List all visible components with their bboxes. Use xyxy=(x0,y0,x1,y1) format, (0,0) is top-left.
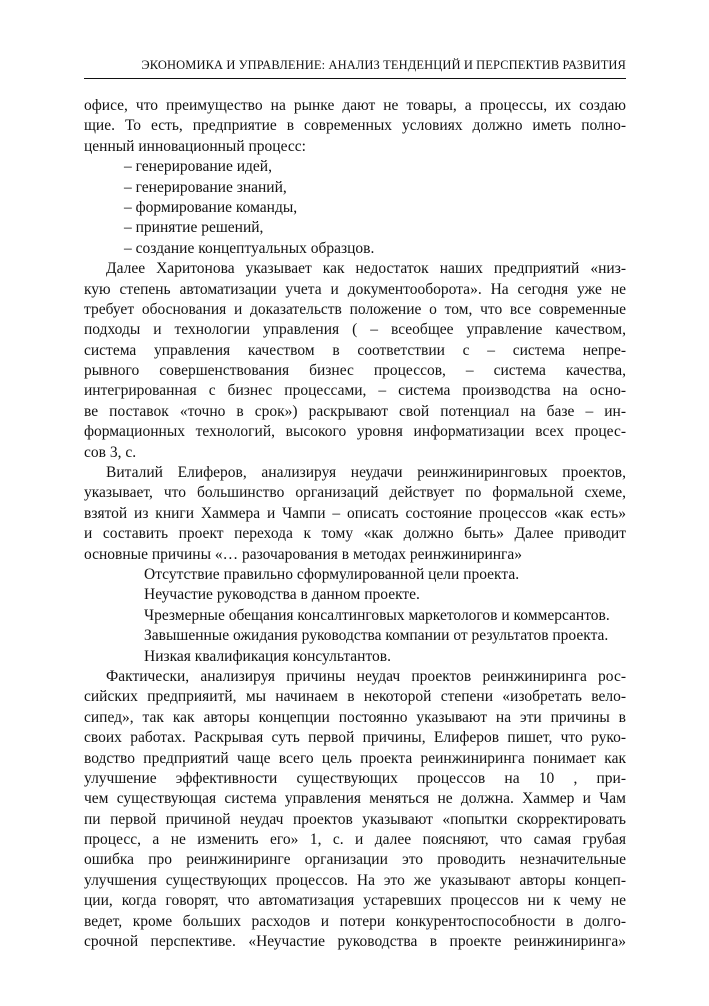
text-line: основные причины «… разочарования в методах реинжиниринга» xyxy=(84,545,523,563)
text-line: Виталий Елиферов, анализируя неудачи реинжиниринговых проектов, xyxy=(106,464,626,482)
list-item: Низкая квалификация консультантов. xyxy=(144,647,391,665)
text-line: указывает, что большинство организаций действует по формальной схеме, xyxy=(84,484,626,502)
text-line: ции, когда говорят, что автоматизация устаревших процессов ни к чему не xyxy=(84,892,626,910)
list-item: Отсутствие правильно сформулированной цели проекта. xyxy=(144,565,520,583)
text-line: ошибка про реинжиниринге организации это проводить незначительные xyxy=(84,851,626,869)
text-line: водство предприятий чаще всего цель проекта реинжиниринга понимает как xyxy=(84,749,626,767)
text-line: ценный инновационный процесс: xyxy=(84,137,306,155)
text-line: ведет, кроме больших расходов и потери конкурентоспособности в долго- xyxy=(84,912,626,930)
text-line: требует обоснования и доказательств положение о том, что все современные xyxy=(84,300,626,318)
text-line: кую степень автоматизации учета и документооборота». На сегодня уже не xyxy=(84,280,626,298)
text-line: процесс, а не изменить его» 1, с. и далее поясняют, что самая грубая xyxy=(84,831,626,849)
text-line: система управления качеством в соответствии с – система непре- xyxy=(84,341,626,359)
text-line: улучшение эффективности существующих процессов на 10 , при- xyxy=(84,769,626,787)
list-item: – принятие решений, xyxy=(124,219,264,237)
text-line: сов 3, с. xyxy=(84,443,137,461)
list-item: Неучастие руководства в данном проекте. xyxy=(144,586,420,604)
text-line: улучшения существующих процессов. На это же указывают авторы концеп- xyxy=(84,871,626,889)
text-line: своих работах. Раскрывая суть первой причины, Елиферов пишет, что руко- xyxy=(84,729,626,747)
text-line: формационных технологий, высокого уровня информатизации всех процес- xyxy=(84,423,626,441)
text-line: Фактически, анализируя причины неудач проектов реинжиниринга рос- xyxy=(106,667,626,685)
text-line: рывного совершенствования бизнес процессов, – система качества, xyxy=(84,362,626,380)
list-item: Завышенные ожидания руководства компании от результатов проекта. xyxy=(144,627,609,645)
text-line: ве поставок «точно в срок») раскрывают свой потенциал на базе – ин- xyxy=(84,402,626,420)
text-line: офисе, что преимущество на рынке дают не товары, а процессы, их создаю xyxy=(84,97,626,114)
text-line: и составить проект перехода к тому «как должно быть» Далее приводит xyxy=(84,525,626,543)
text-line: чем существующая система управления меняться не должна. Хаммер и Чам xyxy=(84,790,626,808)
text-line: сийских предприяитй, мы начинаем в некоторой степени «изобретать вело- xyxy=(84,688,626,706)
list-item: – генерирование знаний, xyxy=(124,178,287,196)
text-line: щие. То есть, предприятие в современных условиях должно иметь полно- xyxy=(84,117,626,135)
header-rule xyxy=(84,78,626,79)
text-line: Далее Харитонова указывает как недостаток наших предприятий «низ- xyxy=(106,260,626,278)
list-item: Чрезмерные обещания консалтинговых маркетологов и коммерсантов. xyxy=(144,606,610,624)
text-line: сипед», так как авторы концепции постоянно указывают на эти причины в xyxy=(84,708,626,726)
running-header: ЭКОНОМИКА И УПРАВЛЕНИЕ: АНАЛИЗ ТЕНДЕНЦИЙ И ПЕРСПЕКТИВ РАЗВИТИЯ xyxy=(141,58,626,72)
text-line: пи первой причиной неудач проектов указывают «попытки скорректировать xyxy=(84,810,626,828)
list-item: – создание концептуальных образцов. xyxy=(124,239,375,257)
text-line: подходы и технологии управления ( – всеобщее управление качеством, xyxy=(84,321,626,339)
list-item: – формирование команды, xyxy=(124,198,298,216)
list-item: – генерирование идей, xyxy=(124,158,272,176)
text-line: срочной перспективе. «Неучастие руководства в проекте реинжиниринга» xyxy=(84,933,626,951)
text-line: интегрированная с бизнес процессами, – система производства на осно- xyxy=(84,382,626,400)
text-line: взятой из книги Хаммера и Чампи – описать состояние процессов «как есть» xyxy=(84,504,626,522)
body-text xyxy=(84,96,626,952)
